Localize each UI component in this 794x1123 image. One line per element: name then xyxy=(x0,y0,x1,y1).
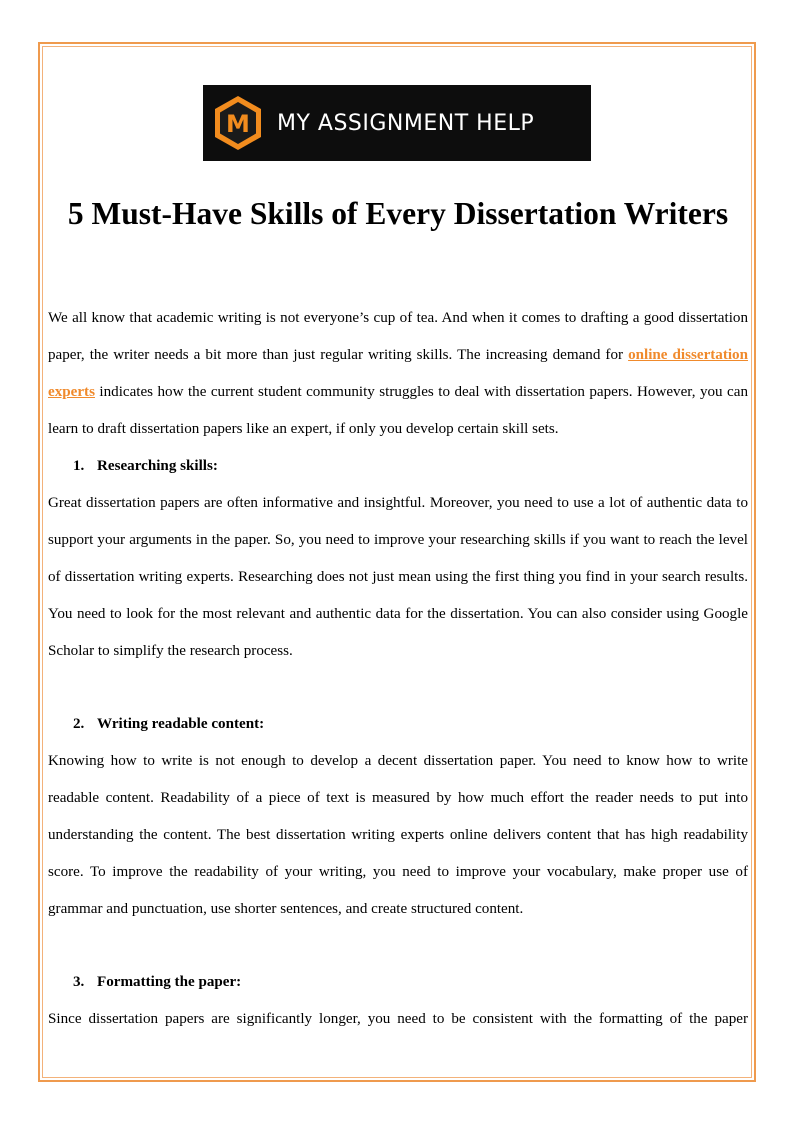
intro-paragraph xyxy=(48,300,748,448)
section-heading xyxy=(48,448,748,485)
logo-text: MY ASSIGNMENT HELP xyxy=(277,110,535,136)
intro-text-after-link: indicates how the current student community struggles to deal with dissertation papers. However, you can learn to draft dissertation papers like an expert, if only you develop certain skill sets. xyxy=(48,384,748,437)
page-title: 5 Must-Have Skills of Every Dissertation Writers xyxy=(67,196,729,231)
section-paragraph: Since dissertation papers are significantly longer, you need to be consistent with the formatting of the paper xyxy=(48,1011,748,1027)
section-heading xyxy=(48,964,748,1001)
section-paragraph: Great dissertation papers are often informative and insightful. Moreover, you need to use a lot of authentic data to support your arguments in the paper. So, you need to improve your researching skills if you want to reach the level of dissertation writing experts. Researching does not just mean using the first thing you find in your search results. You need to look for the most relevant and authentic data for the dissertation. You can also consider using Google Scholar to simplify the research process. xyxy=(48,495,748,659)
section-heading-text: Writing readable content: xyxy=(97,716,265,732)
section-number: 3. xyxy=(73,974,85,990)
section-heading-text: Researching skills: xyxy=(97,458,218,474)
spacer xyxy=(48,928,748,964)
online-dissertation-experts-link[interactable]: online dissertation experts xyxy=(48,347,749,400)
hexagon-m-icon xyxy=(213,95,263,151)
intro-text-before-link: We all know that academic writing is not everyone’s cup of tea. And when it comes to drafting a good dissertation paper, the writer needs a bit more than just regular writing skills. The increasing demand for xyxy=(48,310,748,363)
logo-letter: M xyxy=(226,110,250,138)
section-heading xyxy=(48,706,748,743)
brand-logo xyxy=(203,85,591,161)
section-paragraph: Knowing how to write is not enough to develop a decent dissertation paper. You need to know how to write readable content. Readability of a piece of text is measured by how much effort the reader needs to put into understanding the content. The best dissertation writing experts online delivers content that has high readability score. To improve the readability of your writing, you need to improve your vocabulary, make proper use of grammar and punctuation, use shorter sentences, and create structured content. xyxy=(48,753,748,917)
section-number: 2. xyxy=(73,716,85,732)
spacer xyxy=(48,670,748,706)
section-heading-text: Formatting the paper: xyxy=(97,974,242,990)
document-body xyxy=(48,300,748,1038)
section-number: 1. xyxy=(73,458,85,474)
